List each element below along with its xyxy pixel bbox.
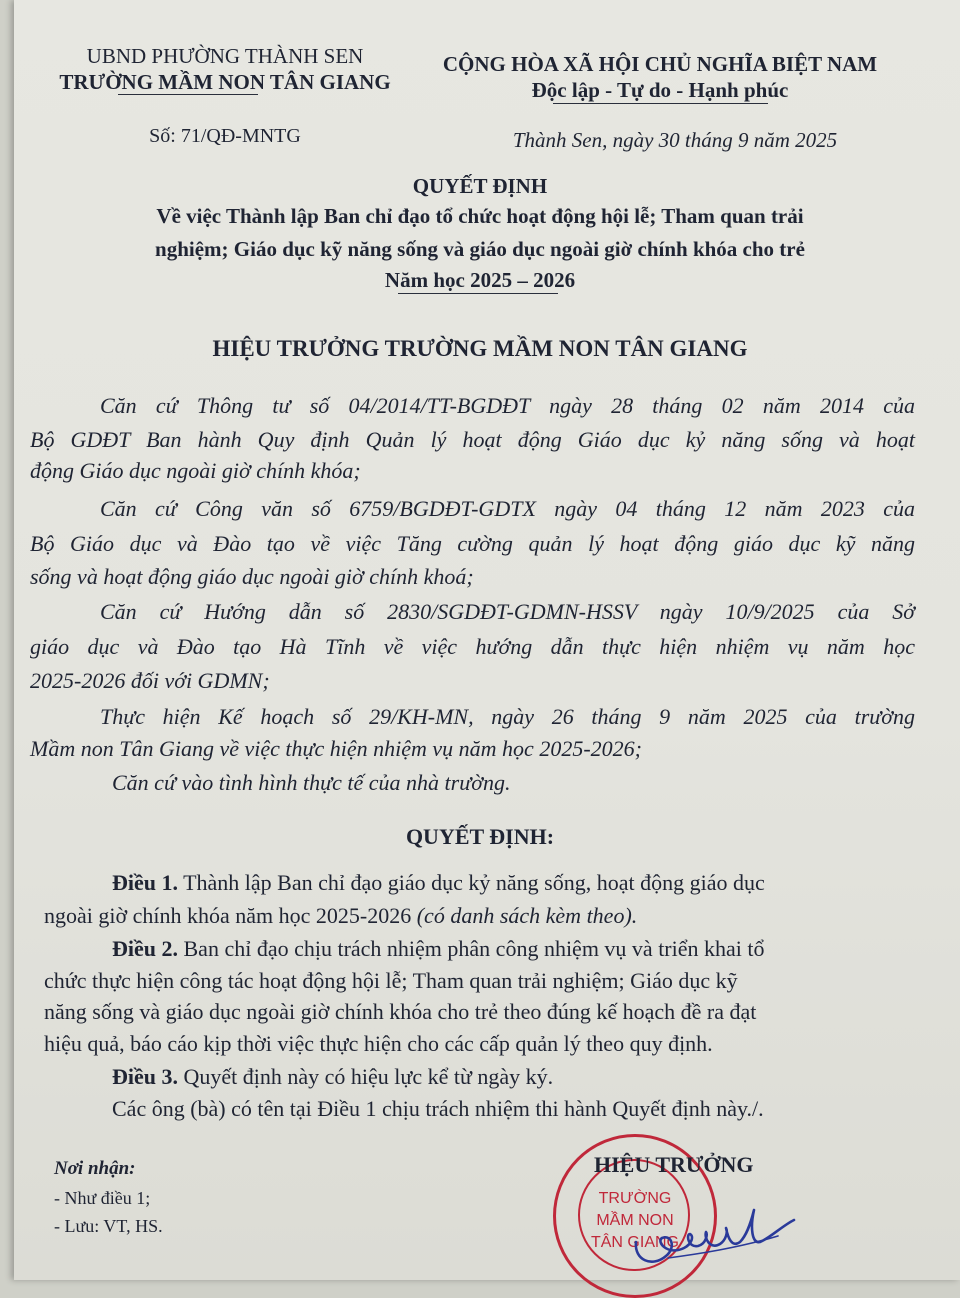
article-1-continuation: ngoài giờ chính khóa năm học 2025-2026 xyxy=(44,903,417,928)
decision-heading: QUYẾT ĐỊNH: xyxy=(405,824,555,849)
article-1-line-2 xyxy=(44,903,637,929)
article-2-text: Ban chỉ đạo chịu trách nhiệm phân công nhiệm vụ và triển khai tổ xyxy=(178,936,765,961)
legal-basis-line: động Giáo dục ngoài giờ chính khóa; xyxy=(30,458,361,483)
article-3-label: Điều 3. xyxy=(112,1064,178,1089)
nation-motto: Độc lập - Tự do - Hạnh phúc xyxy=(531,78,789,102)
subject-line-1: Về việc Thành lập Ban chỉ đạo tổ chức hoạt động hội lễ; Tham quan trải xyxy=(156,204,804,228)
school-underline xyxy=(118,94,258,95)
legal-basis-line: Bộ Giáo dục và Đào tạo về việc Tăng cường quản lý hoạt động giáo dục kỹ năng xyxy=(30,531,915,556)
legal-basis-line: Mầm non Tân Giang về việc thực hiện nhiệm vụ năm học 2025-2026; xyxy=(30,736,642,761)
legal-basis-line: giáo dục và Đào tạo Hà Tĩnh về việc hướng dẫn thực hiện nhiệm vụ năm học xyxy=(30,634,915,659)
seal-text-line: TÂN GIANG xyxy=(590,1234,679,1251)
article-2-line: chức thực hiện công tác hoạt động hội lễ; Tham quan trải nghiệm; Giáo dục kỹ xyxy=(44,968,738,993)
subject-line-2: nghiệm; Giáo dục kỹ năng sống và giáo dục ngoài giờ chính khóa cho trẻ xyxy=(155,237,805,261)
document-number: Số: 71/QĐ-MNTG xyxy=(149,125,301,147)
article-1 xyxy=(112,870,765,896)
legal-basis-line: Căn cứ Hướng dẫn số 2830/SGDĐT-GDMN-HSSV ngày 10/9/2025 của Sở xyxy=(100,599,915,624)
place-date: Thành Sen, ngày 30 tháng 9 năm 2025 xyxy=(512,128,838,152)
article-2-label: Điều 2. xyxy=(112,936,178,961)
article-2-line: hiệu quả, báo cáo kịp thời việc thực hiện cho các cấp quản lý theo quy định. xyxy=(44,1031,713,1056)
article-1-note: (có danh sách kèm theo). xyxy=(416,903,638,928)
seal-text-line: TRƯỜNG xyxy=(598,1190,672,1207)
legal-basis-line: Căn cứ Công văn số 6759/BGDĐT-GDTX ngày 04 tháng 12 năm 2023 của xyxy=(100,496,915,521)
recipient-item: - Như điều 1; xyxy=(54,1188,151,1208)
subject-underline xyxy=(398,293,558,294)
subject-line-3: Năm học 2025 – 2026 xyxy=(384,268,576,292)
legal-basis-line: Thực hiện Kế hoạch số 29/KH-MN, ngày 26 tháng 9 năm 2025 của trường xyxy=(100,704,915,729)
legal-basis-line: Căn cứ vào tình hình thực tế của nhà trường. xyxy=(112,770,511,795)
closing-statement: Các ông (bà) có tên tại Điều 1 chịu trách nhiệm thi hành Quyết định này./. xyxy=(112,1096,764,1121)
motto-underline xyxy=(553,103,768,104)
legal-basis-line: sống và hoạt động giáo dục ngoài giờ chính khoá; xyxy=(30,564,474,589)
recipients-label: Nơi nhận: xyxy=(54,1158,136,1179)
handwritten-signature xyxy=(628,1198,808,1278)
article-1-text: Thành lập Ban chỉ đạo giáo dục kỷ năng sống, hoạt động giáo dục xyxy=(178,870,765,895)
seal-text-line: MẦM NON xyxy=(596,1212,674,1229)
article-1-label: Điều 1. xyxy=(112,870,178,895)
school-name: TRƯỜNG MẦM NON TÂN GIANG xyxy=(59,70,391,94)
article-2-line: năng sống và giáo dục ngoài giờ chính khóa cho trẻ theo đúng kế hoạch đề ra đạt xyxy=(44,999,757,1024)
article-3-text: Quyết định này có hiệu lực kể từ ngày ký. xyxy=(178,1064,554,1089)
article-2 xyxy=(112,936,765,962)
signer-title: HIỆU TRƯỞNG xyxy=(594,1152,754,1177)
legal-basis-line: Căn cứ Thông tư số 04/2014/TT-BGDĐT ngày 28 tháng 02 năm 2014 của xyxy=(100,393,915,418)
article-3 xyxy=(112,1064,553,1090)
nation-title: CỘNG HÒA XÃ HỘI CHỦ NGHĨA BIỆT NAM xyxy=(442,52,878,76)
authority-heading: HIỆU TRƯỞNG TRƯỜNG MẦM NON TÂN GIANG xyxy=(212,336,748,361)
legal-basis-line: Bộ GDĐT Ban hành Quy định Quản lý hoạt động Giáo dục kỷ năng sống và hoạt xyxy=(30,427,915,452)
issuing-agency: UBND PHƯỜNG THÀNH SEN xyxy=(86,44,364,68)
recipient-item: - Lưu: VT, HS. xyxy=(54,1216,163,1236)
document-type: QUYẾT ĐỊNH xyxy=(412,174,548,198)
legal-basis-line: 2025-2026 đối với GDMN; xyxy=(30,668,270,693)
